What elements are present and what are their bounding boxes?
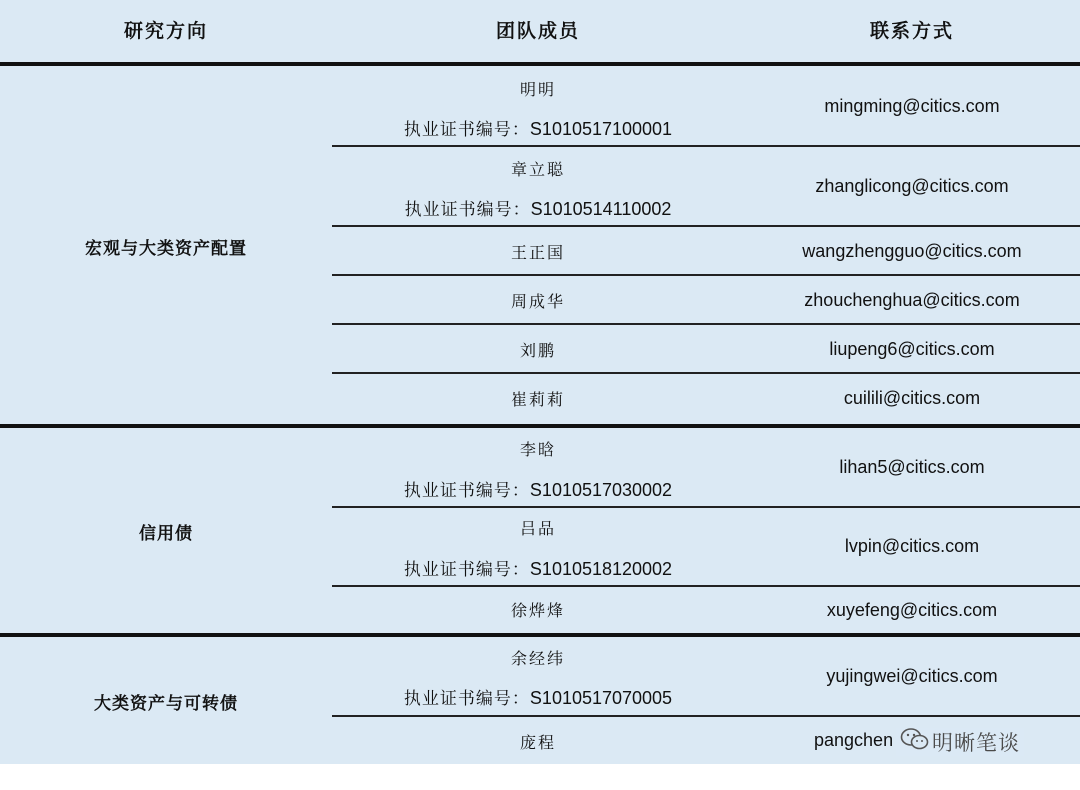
watermark-text: 明晰笔谈: [932, 731, 1020, 755]
member-name: 刘鹏: [519, 341, 556, 360]
cert-number: S1010517030002: [529, 480, 673, 500]
member-name: 吕品: [519, 519, 556, 538]
member-email: yujingwei@citics.com: [826, 666, 998, 686]
cert-label: 执业证书编号：: [403, 560, 530, 580]
member-email: zhanglicong@citics.com: [815, 176, 1009, 196]
group-credit-bond: [0, 428, 1080, 633]
direction-label: 信用债: [139, 524, 193, 544]
member-email: mingming@citics.com: [824, 96, 1000, 116]
member-name: 李晗: [519, 440, 556, 459]
row-divider: [332, 585, 1080, 587]
member-email: wangzhengguo@citics.com: [802, 241, 1022, 261]
header-contact: 联系方式: [869, 20, 954, 42]
member-email: lihan5@citics.com: [839, 457, 985, 477]
cert-number: S1010517070005: [529, 688, 673, 708]
member-email: pangchen: [814, 730, 894, 750]
table-header: [0, 0, 1080, 63]
row-divider: [332, 145, 1080, 147]
row-divider: [332, 506, 1080, 508]
row-divider: [332, 225, 1080, 227]
member-name: 明明: [519, 80, 556, 99]
member-cert: [332, 555, 744, 580]
member-email: xuyefeng@citics.com: [826, 600, 998, 620]
cert-label: 执业证书编号：: [404, 200, 531, 220]
watermark: [896, 728, 1024, 756]
header-research-direction: 研究方向: [123, 20, 208, 42]
member-name: 王正国: [510, 243, 565, 262]
member-name: 周成华: [510, 292, 565, 311]
cert-label: 执业证书编号：: [403, 689, 530, 709]
member-cert: [332, 476, 744, 501]
member-name: 章立聪: [510, 160, 565, 179]
member-cert: [332, 684, 744, 709]
row-divider: [332, 372, 1080, 374]
row-divider: [332, 323, 1080, 325]
row-divider: [332, 715, 1080, 717]
group-macro: [0, 66, 1080, 424]
direction-label: 大类资产与可转债: [94, 694, 238, 714]
cert-number: S1010517100001: [529, 119, 673, 139]
member-email: liupeng6@citics.com: [829, 339, 995, 359]
wechat-icon: [900, 727, 930, 757]
cert-number: S1010514110002: [530, 199, 672, 219]
header-team-members: 团队成员: [495, 20, 580, 42]
direction-label: 宏观与大类资产配置: [85, 239, 247, 259]
member-email: lvpin@citics.com: [844, 536, 980, 556]
member-name: 徐烨烽: [510, 601, 565, 620]
cert-label: 执业证书编号：: [403, 120, 530, 140]
member-email: zhouchenghua@citics.com: [804, 290, 1020, 310]
member-name: 庞程: [519, 733, 556, 752]
member-cert: [332, 195, 744, 220]
cert-label: 执业证书编号：: [403, 481, 530, 501]
member-name: 余经纬: [510, 649, 565, 668]
member-name: 崔莉莉: [510, 390, 565, 409]
member-email: cuilili@citics.com: [843, 388, 981, 408]
member-cert: [332, 115, 744, 140]
row-divider: [332, 274, 1080, 276]
page-bottom: [0, 764, 1080, 790]
cert-number: S1010518120002: [529, 559, 673, 579]
